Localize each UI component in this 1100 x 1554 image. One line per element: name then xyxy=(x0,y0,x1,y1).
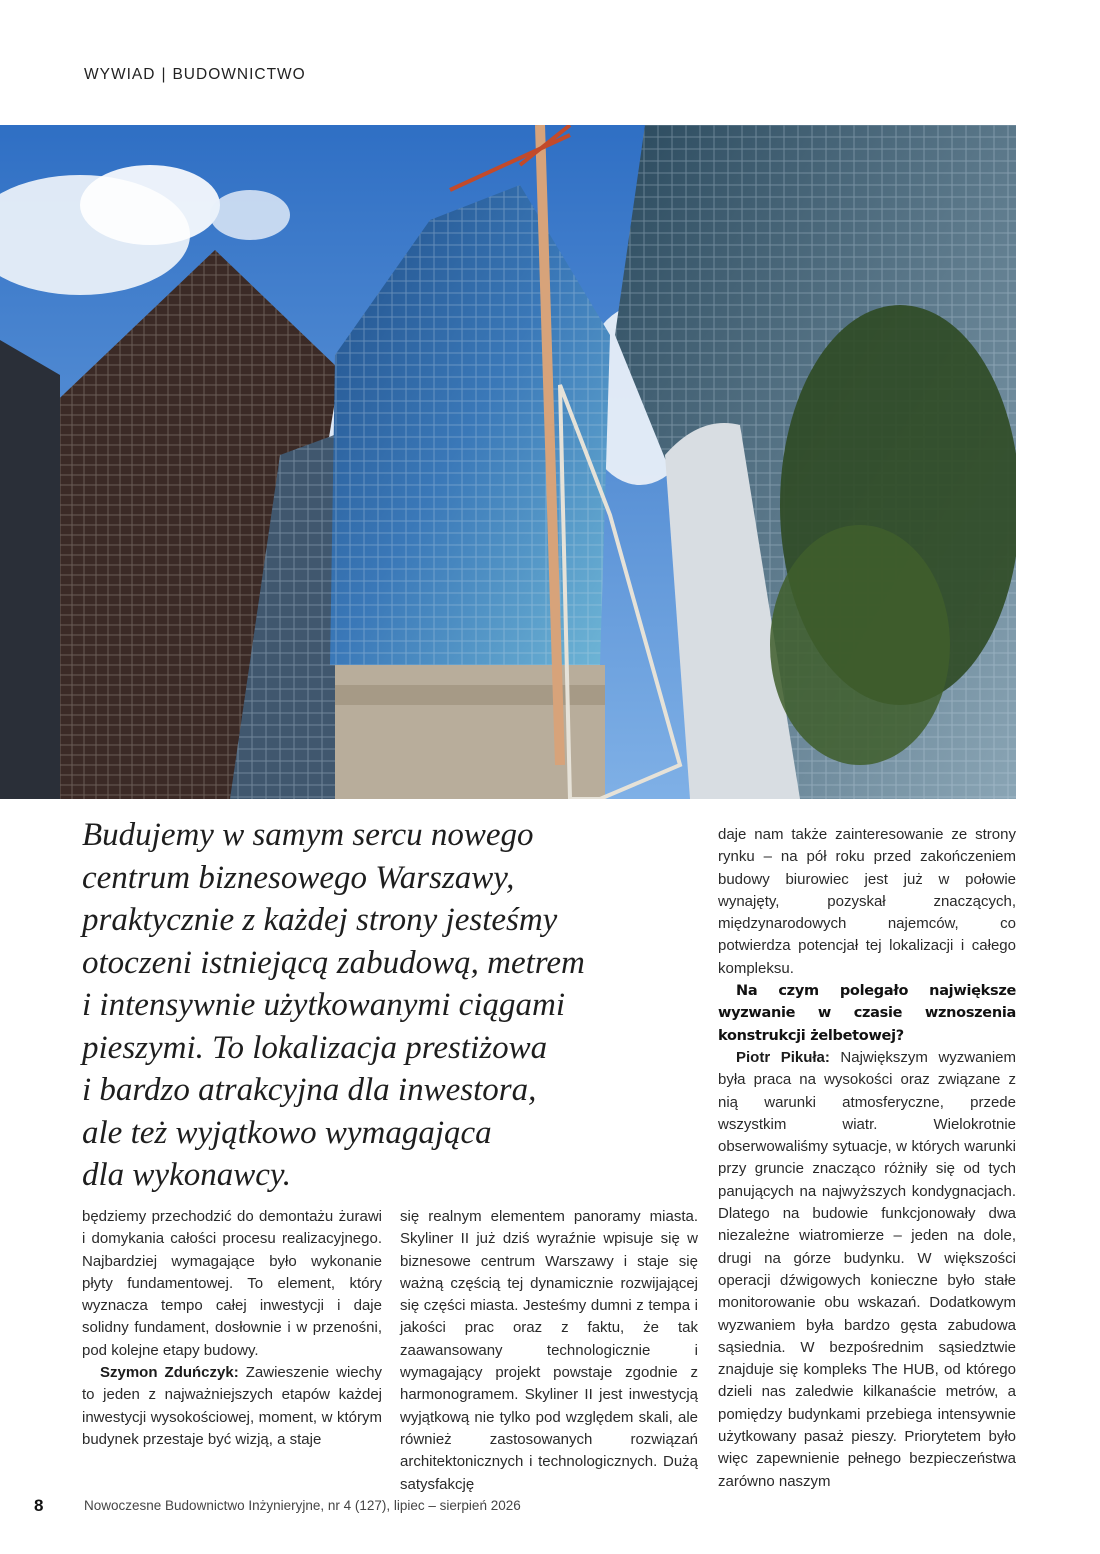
article-column-3 xyxy=(718,824,1016,1493)
section-separator: | xyxy=(161,66,167,83)
paragraph xyxy=(718,1047,1016,1493)
page-number: 8 xyxy=(34,1496,44,1515)
interview-question: Na czym polegało największe wyzwanie w czasie wznoszenia konstrukcji żelbetowej? xyxy=(718,983,1016,1044)
publication-footer: Nowoczesne Budownictwo Inżynieryjne, nr 4 (127), lipiec – sierpień 2026 xyxy=(84,1498,521,1513)
speaker-name: Piotr Pikuła: xyxy=(736,1048,830,1066)
speaker-name: Szymon Zduńczyk: xyxy=(100,1364,239,1382)
paragraph: daje nam także zainteresowanie ze strony rynku – na pół roku przed zakończeniem budowy biurowiec jest już w połowie wynajęty, pozyskał znaczących, międzynarodowych najemców, co potwierdza potencjał tej lokalizacji i całego kompleksu. xyxy=(718,826,1016,977)
article-column-2 xyxy=(400,1206,698,1496)
pullquote-line: i bardzo atrakcyjna dla inwestora, xyxy=(82,1072,537,1108)
building-photo xyxy=(0,125,1016,799)
section-label xyxy=(84,66,306,84)
section-name: WYWIAD xyxy=(84,66,156,83)
building-photo-icon xyxy=(0,125,1016,799)
pullquote-line: pieszymi. To lokalizacja prestiżowa xyxy=(82,1029,548,1066)
subsection-name: BUDOWNICTWO xyxy=(172,66,306,83)
paragraph-text: Największym wyzwaniem była praca na wysokości oraz związane z nią warunki atmosferyczne, przede wszystkim wiatr. Wielokrotnie obserwowaliśmy sytuacje, w których warunki przy gruncie znacząco różniły się od tych panujących na najwyższych kondygnacjach. Dlatego na budowie funkcjonowały dwa niezależne wiatromierze – jeden na dole, drugi na górze budynku. W większości operacji dźwigowych konieczne było stałe monitorowanie obu wskazań. Dodatkowym wyzwaniem była bardzo gęsta zabudowa sąsiednia. W bezpośrednim sąsiedztwie znajduje się kompleks The HUB, od którego dzieli nas zaledwie kilkanaście metrów, a pomiędzy budynkami przebiega intensywnie użytkowany pasaż pieszy. Priorytetem było więc zapewnienie pełnego bezpieczeństwa zarówno naszym xyxy=(718,1048,1016,1490)
paragraph-text: Zawieszenie wiechy to jeden z najważniejszych etapów każdej inwestycji wysokościowej, moment, w którym budynek przestaje być wizją, a staje xyxy=(82,1364,382,1448)
pullquote-line: i intensywnie użytkowanymi ciągami xyxy=(82,987,565,1023)
paragraph: będziemy przechodzić do demontażu żurawi i domykania całości procesu realizacyjnego. Najbardziej wymagające było wykonanie płyty fundamentowej. To element, który wyznacza tempo całej inwestycji i daje solidny fundament, dosłownie i w przenośni, pod kolejne etapy budowy. xyxy=(82,1208,382,1359)
pullquote-line: Budujemy w samym sercu nowego xyxy=(82,817,534,853)
paragraph xyxy=(82,1362,382,1451)
pullquote-line: centrum biznesowego Warszawy, xyxy=(82,859,515,896)
paragraph: się realnym elementem panoramy miasta. Skyliner II już dziś wyraźnie wpisuje się w biznesowe centrum Warszawy i staje się ważną częścią tej dynamicznie rozwijającej się części miasta. Jesteśmy dumni z tempa i jakości prac oraz z faktu, że tak zaawansowany technologicznie i wymagający projekt powstaje zgodnie z harmonogramem. Skyliner II jest inwestycją wyjątkową nie tylko pod względem skali, ale również zastosowanych rozwiązań architektonicznych i technologicznych. Dużą satysfakcję xyxy=(400,1208,698,1493)
pullquote-line: ale też wyjątkowo wymagająca xyxy=(82,1114,492,1151)
pullquote-line: praktycznie z każdej strony jesteśmy xyxy=(82,902,558,938)
article-column-1 xyxy=(82,1206,382,1451)
pullquote xyxy=(82,814,692,1197)
pullquote-line: otoczeni istniejącą zabudową, metrem xyxy=(82,944,585,981)
pullquote-line: dla wykonawcy. xyxy=(82,1157,291,1193)
